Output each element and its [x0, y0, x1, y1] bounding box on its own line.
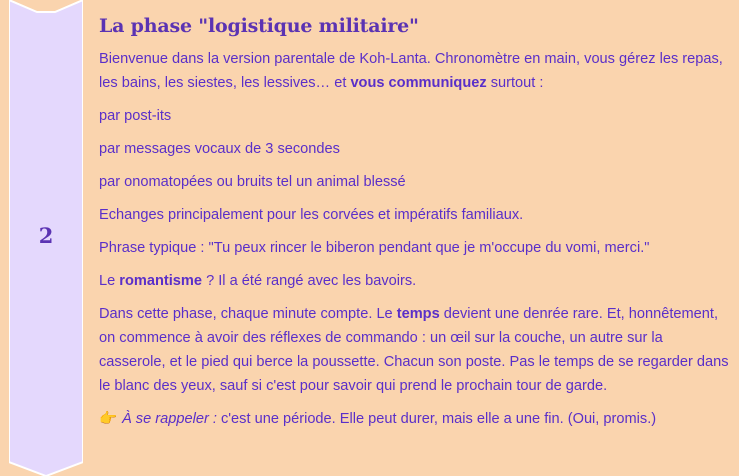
typical-phrase: Phrase typique : "Tu peux rincer le biberon pendant que je m'occupe du vomi, merci." [99, 240, 650, 256]
intro-paragraph [99, 47, 729, 95]
time-text: Dans cette phase, chaque minute compte. Le [99, 306, 397, 322]
reminder-paragraph [99, 407, 729, 431]
pointing-hand-icon: 👉 [99, 411, 118, 427]
reminder-text: c'est une période. Elle peut durer, mais elle a une fin. (Oui, promis.) [216, 411, 657, 427]
step-number: 2 [38, 223, 54, 248]
intro-text: Bienvenue dans la version parentale de Koh-Lanta. Chronomètre en main, vous gérez les repas, les bains, les siestes, les lessives… et [99, 51, 723, 91]
intro-emphasis: vous communiquez [350, 75, 487, 91]
time-paragraph [99, 302, 729, 398]
list-item: par post-its [99, 108, 172, 124]
time-text-end: devient une denrée rare. Et, honnêtement, on commence à avoir des réflexes de commando : un œil sur la couche, un autre sur la casserole, et le pied qui berce la poussette. Chacun son poste. Pas le temps de se regarder dans le blanc des yeux, sauf si c'est pour savoir qui prend le prochain tour de garde. [99, 306, 729, 394]
list-item: par messages vocaux de 3 secondes [99, 141, 340, 157]
romance-text-end: ? Il a été rangé avec les bavoirs. [202, 273, 417, 289]
time-emphasis: temps [396, 306, 440, 322]
intro-text-end: surtout : [486, 75, 544, 91]
list-item: par onomatopées ou bruits tel un animal blessé [99, 174, 406, 190]
section-content [99, 12, 729, 440]
romance-paragraph [99, 269, 729, 293]
reminder-label: À se rappeler : [122, 411, 217, 427]
section-title: La phase "logistique militaire" [99, 15, 419, 37]
exchanges-paragraph: Echanges principalement pour les corvées et impératifs familiaux. [99, 207, 524, 223]
romance-emphasis: romantisme [119, 273, 203, 289]
romance-text: Le [99, 273, 120, 289]
